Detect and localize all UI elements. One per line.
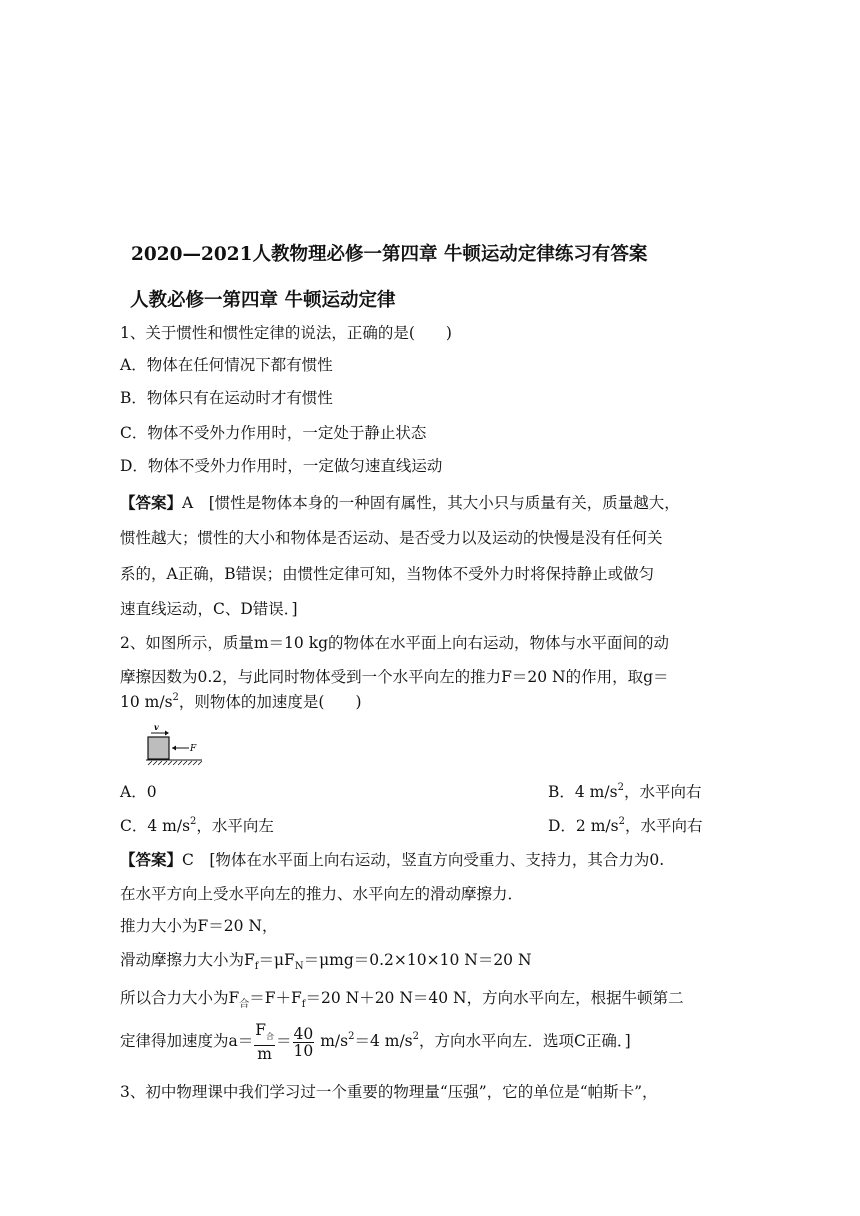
fraction-40-over-10 [293, 1026, 315, 1059]
q1-option-c: C．物体不受外力作用时，一定处于静止状态 [120, 424, 427, 442]
q1-answer-text-1: A [惯性是物体本身的一种固有属性，其大小只与质量有关，质量越大， [182, 494, 680, 512]
q1-option-d: D．物体不受外力作用时，一定做匀速直线运动 [120, 457, 443, 475]
chapter-subtitle: 人教必修一第四章 牛顿运动定律 [130, 290, 396, 311]
q2-stem-text: ，则物体的加速度是( ) [178, 693, 362, 711]
q2-answer-line-1 [120, 850, 664, 870]
q2-option-b [548, 782, 701, 802]
formula-text: 滑动摩擦力大小为F [120, 951, 255, 969]
fraction-force-over-mass [254, 1022, 275, 1062]
formula-text: m/s [315, 1032, 349, 1051]
q1-answer-line-3: 系的，A正确，B错误；由惯性定律可知，当物体不受外力时将保持静止或做匀 [120, 565, 655, 583]
q1-option-a: A．物体在任何情况下都有惯性 [120, 356, 333, 374]
q2-answer-line-2: 在水平方向上受水平向左的推力、水平向左的滑动摩擦力． [120, 885, 524, 903]
superscript: 2 [617, 781, 624, 793]
numerator: 40 [293, 1024, 314, 1043]
numerator: F [255, 1021, 267, 1039]
q2-option-c [120, 817, 274, 835]
superscript: 2 [618, 815, 625, 827]
superscript: 2 [412, 1030, 419, 1042]
superscript: 2 [190, 815, 197, 827]
subscript: f [301, 999, 306, 1011]
denominator: 10 [293, 1041, 314, 1060]
q1-stem: 1、关于惯性和惯性定律的说法，正确的是( ) [120, 324, 452, 342]
superscript: 2 [348, 1030, 355, 1042]
q2-answer-line-6 [120, 1022, 631, 1062]
option-text: ，水平向右 [623, 783, 702, 801]
q2-option-a: A．0 [120, 783, 157, 801]
q2-option-d [548, 816, 702, 836]
formula-text: ＝20 N＋20 N＝40 N，方向水平向左，根据牛顿第二 [305, 989, 684, 1007]
option-text: ，水平向左 [196, 817, 274, 835]
q2-answer-text-1: C [物体在水平面上向右运动，竖直方向受重力、支持力，其合力为0. [182, 851, 665, 869]
force-label: F [190, 744, 197, 754]
option-text: C．4 m/s [120, 817, 191, 835]
formula-text: ＝μmg＝0.2×10×10 N＝20 N [303, 951, 532, 969]
document-title: 2020—2021人教物理必修一第四章 牛顿运动定律练习有答案 [131, 244, 648, 265]
q2-answer-line-4 [120, 950, 532, 973]
equals-sign: ＝ [276, 1032, 292, 1051]
formula-text: ＝μF [258, 951, 295, 969]
formula-text: ＝4 m/s [354, 1032, 413, 1051]
q2-answer-line-3: 推力大小为F＝20 N， [120, 917, 278, 935]
answer-tag: 【答案】 [120, 493, 183, 512]
subscript: 合 [266, 1032, 275, 1042]
q2-stem-line-1: 2、如图所示，质量m＝10 kg的物体在水平面上向右运动，物体与水平面间的动 [120, 634, 670, 652]
superscript: 2 [172, 691, 179, 703]
denominator: m [257, 1045, 272, 1064]
answer-tag: 【答案】 [120, 850, 183, 869]
q1-option-b: B．物体只有在运动时才有惯性 [120, 389, 333, 407]
q1-answer-line-4: 速直线运动，C、D错误．] [120, 600, 298, 618]
q2-stem-line-3 [120, 692, 362, 712]
block [148, 737, 169, 759]
q2-stem-line-2: 摩擦因数为0.2，与此同时物体受到一个水平向左的推力F＝20 N的作用，取g＝ [120, 668, 669, 686]
option-text: ，水平向右 [624, 817, 703, 835]
formula-text: 定律得加速度为a＝ [120, 1032, 254, 1051]
subscript: N [294, 961, 304, 973]
q2-options-row-1 [120, 782, 740, 802]
formula-text: 所以合力大小为F [120, 989, 240, 1007]
velocity-label: v [154, 722, 159, 732]
q2-stem-text: 10 m/s [120, 693, 173, 711]
block-force-figure [146, 722, 206, 768]
q1-answer-line-2: 惯性越大；惯性的大小和物体是否运动、是否受力以及运动的快慢是没有任何关 [120, 529, 663, 547]
q1-answer-line-1 [120, 493, 680, 513]
subscript: 合 [239, 999, 250, 1011]
option-text: D．2 m/s [548, 817, 619, 835]
formula-text: ＝F＋F [249, 989, 302, 1007]
q2-answer-line-5 [120, 988, 684, 1011]
formula-text: ，方向水平向左．选项C正确．] [419, 1032, 631, 1051]
subscript: f [254, 961, 259, 973]
q2-options-row-2 [120, 816, 740, 836]
option-text: B．4 m/s [548, 783, 618, 801]
q3-stem-line-1: 3、初中物理课中我们学习过一个重要的物理量“压强”，它的单位是“帕斯卡”， [120, 1083, 658, 1101]
